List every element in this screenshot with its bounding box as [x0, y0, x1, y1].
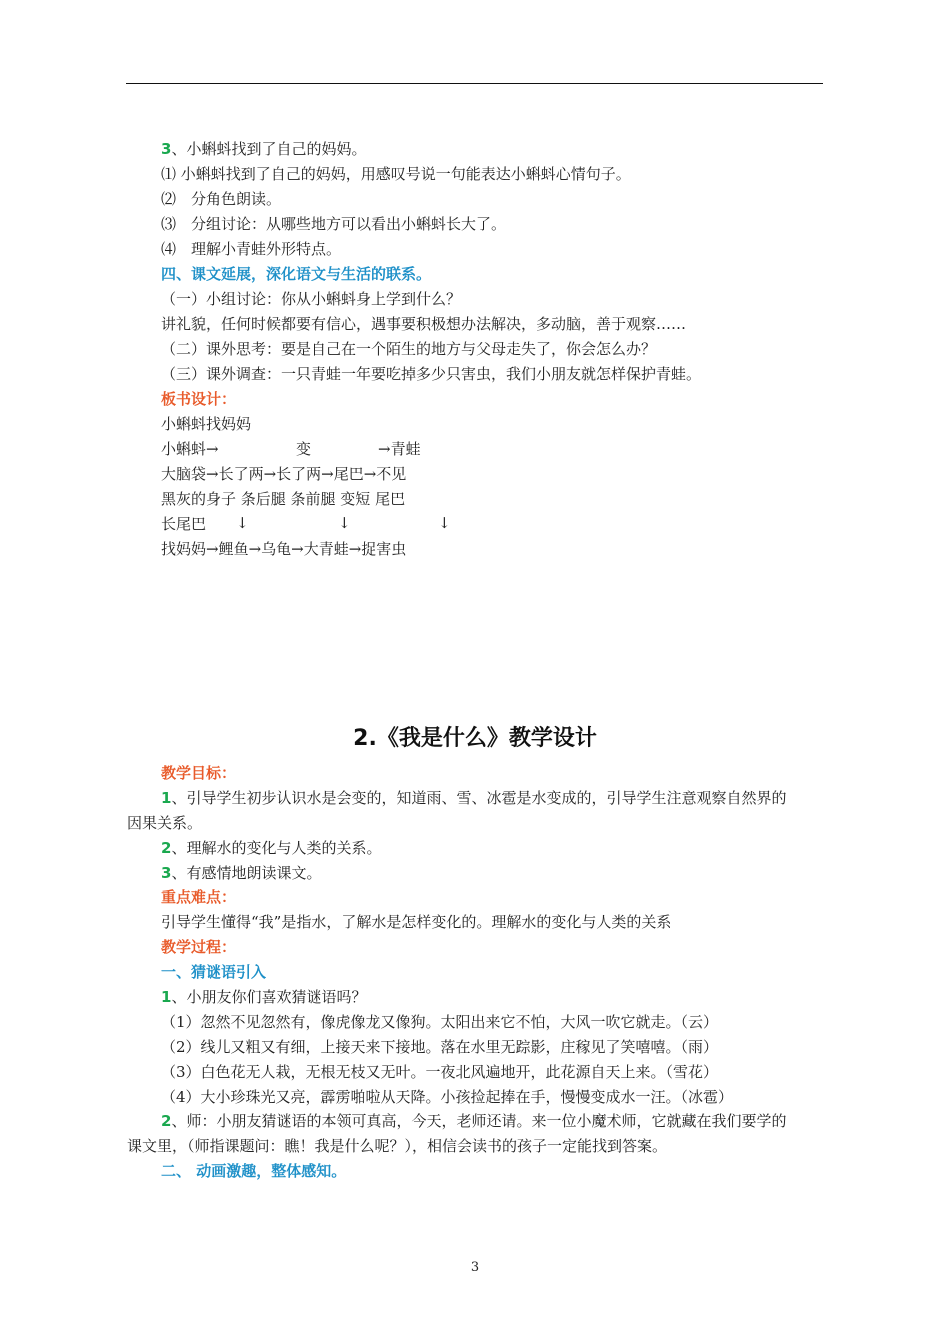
down-arrow-icon: ↓ [338, 514, 351, 532]
goal-number: 2 [161, 839, 172, 857]
sub-item-2: ⑵ 分角色朗读。 [161, 190, 282, 208]
goal-3 [161, 863, 321, 883]
goal-text: 、有感情地朗读课文。 [171, 864, 322, 882]
board-design-heading: 板书设计： [161, 390, 237, 408]
goal-1 [161, 788, 786, 808]
goal-text: 、引导学生初步认识水是会变的，知道雨、雪、冰雹是水变成的，引导学生注意观察自然界的 [171, 789, 787, 807]
key-points-heading: 重点难点： [161, 888, 237, 906]
board-line: 找妈妈→鲤鱼→乌龟→大青蛙→捉害虫 [161, 540, 407, 558]
goal-number: 3 [161, 864, 172, 882]
sub-item-3: ⑶ 分组讨论：从哪些地方可以看出小蝌蚪长大了。 [161, 215, 507, 233]
board-line: 小蝌蚪→ [161, 440, 219, 458]
goal-2 [161, 838, 381, 858]
paragraph: （二）课外思考：要是自己在一个陌生的地方与父母走失了，你会怎么办？ [161, 340, 657, 358]
question-text: 、小朋友你们喜欢猜谜语吗？ [171, 988, 367, 1006]
down-arrow-icon: ↓ [236, 514, 249, 532]
goal-1-continued: 因果关系。 [127, 814, 203, 832]
item-number: 3 [161, 140, 172, 158]
board-line: 变 [296, 440, 312, 458]
goal-text: 、理解水的变化与人类的关系。 [171, 839, 382, 857]
riddle-4: （4）大小珍珠光又亮，霹雳啪啦从天降。小孩捡起捧在手，慢慢变成水一汪。（冰雹） [161, 1088, 734, 1106]
board-line: →青蛙 [378, 440, 421, 458]
header-rule [126, 83, 823, 84]
question-number: 1 [161, 988, 172, 1006]
lesson-title: 2.《我是什么》教学设计 [353, 726, 597, 751]
paragraph: （一）小组讨论：你从小蝌蚪身上学到什么？ [161, 290, 462, 308]
riddle-1: （1）忽然不见忽然有，像虎像龙又像狗。太阳出来它不怕，大风一吹它就走。（云） [161, 1013, 719, 1031]
page-number: 3 [470, 1260, 480, 1275]
sub-item-1: ⑴ 小蝌蚪找到了自己的妈妈，用感叹号说一句能表达小蝌蚪心情句子。 [161, 165, 631, 183]
process-heading: 教学过程： [161, 938, 237, 956]
board-line: 小蝌蚪找妈妈 [161, 415, 252, 433]
item-3 [161, 139, 366, 159]
paragraph: （三）课外调查：一只青蛙一年要吃掉多少只害虫，我们小朋友就怎样保护青蛙。 [161, 365, 702, 383]
question-2 [161, 1111, 786, 1131]
question-2-continued: 课文里，（师指课题问：瞧！我是什么呢？），相信会读书的孩子一定能找到答案。 [127, 1137, 668, 1155]
board-line: 黑灰的身子 条后腿 条前腿 变短 尾巴 [161, 490, 406, 508]
riddle-3: （3）白色花无人栽，无根无枝又无叶。一夜北风遍地开，此花源自天上来。（雪花） [161, 1063, 719, 1081]
goal-number: 1 [161, 789, 172, 807]
item-text: 、小蝌蚪找到了自己的妈妈。 [171, 140, 367, 158]
question-number: 2 [161, 1112, 172, 1130]
paragraph: 讲礼貌，任何时候都要有信心，遇事要积极想办法解决，多动脑，善于观察…… [161, 315, 687, 333]
board-line: 长尾巴 [161, 515, 207, 533]
section-4-heading: 四、课文延展，深化语文与生活的联系。 [161, 265, 432, 283]
question-text: 、师：小朋友猜谜语的本领可真高，今天，老师还请。来一位小魔术师，它就藏在我们要学的 [171, 1112, 787, 1130]
question-1 [161, 987, 366, 1007]
board-line: 大脑袋→长了两→长了两→尾巴→不见 [161, 465, 407, 483]
section-1-heading: 一、猜谜语引入 [161, 963, 267, 981]
down-arrow-icon: ↓ [438, 514, 451, 532]
key-points-text: 引导学生懂得“我”是指水，了解水是怎样变化的。理解水的变化与人类的关系 [161, 913, 672, 931]
riddle-2: （2）线儿又粗又有细，上接天来下接地。落在水里无踪影，庄稼见了笑嘻嘻。（雨） [161, 1038, 719, 1056]
section-2-heading: 二、 动画激趣，整体感知。 [161, 1162, 347, 1180]
sub-item-4: ⑷ 理解小青蛙外形特点。 [161, 240, 342, 258]
goals-heading: 教学目标： [161, 764, 237, 782]
